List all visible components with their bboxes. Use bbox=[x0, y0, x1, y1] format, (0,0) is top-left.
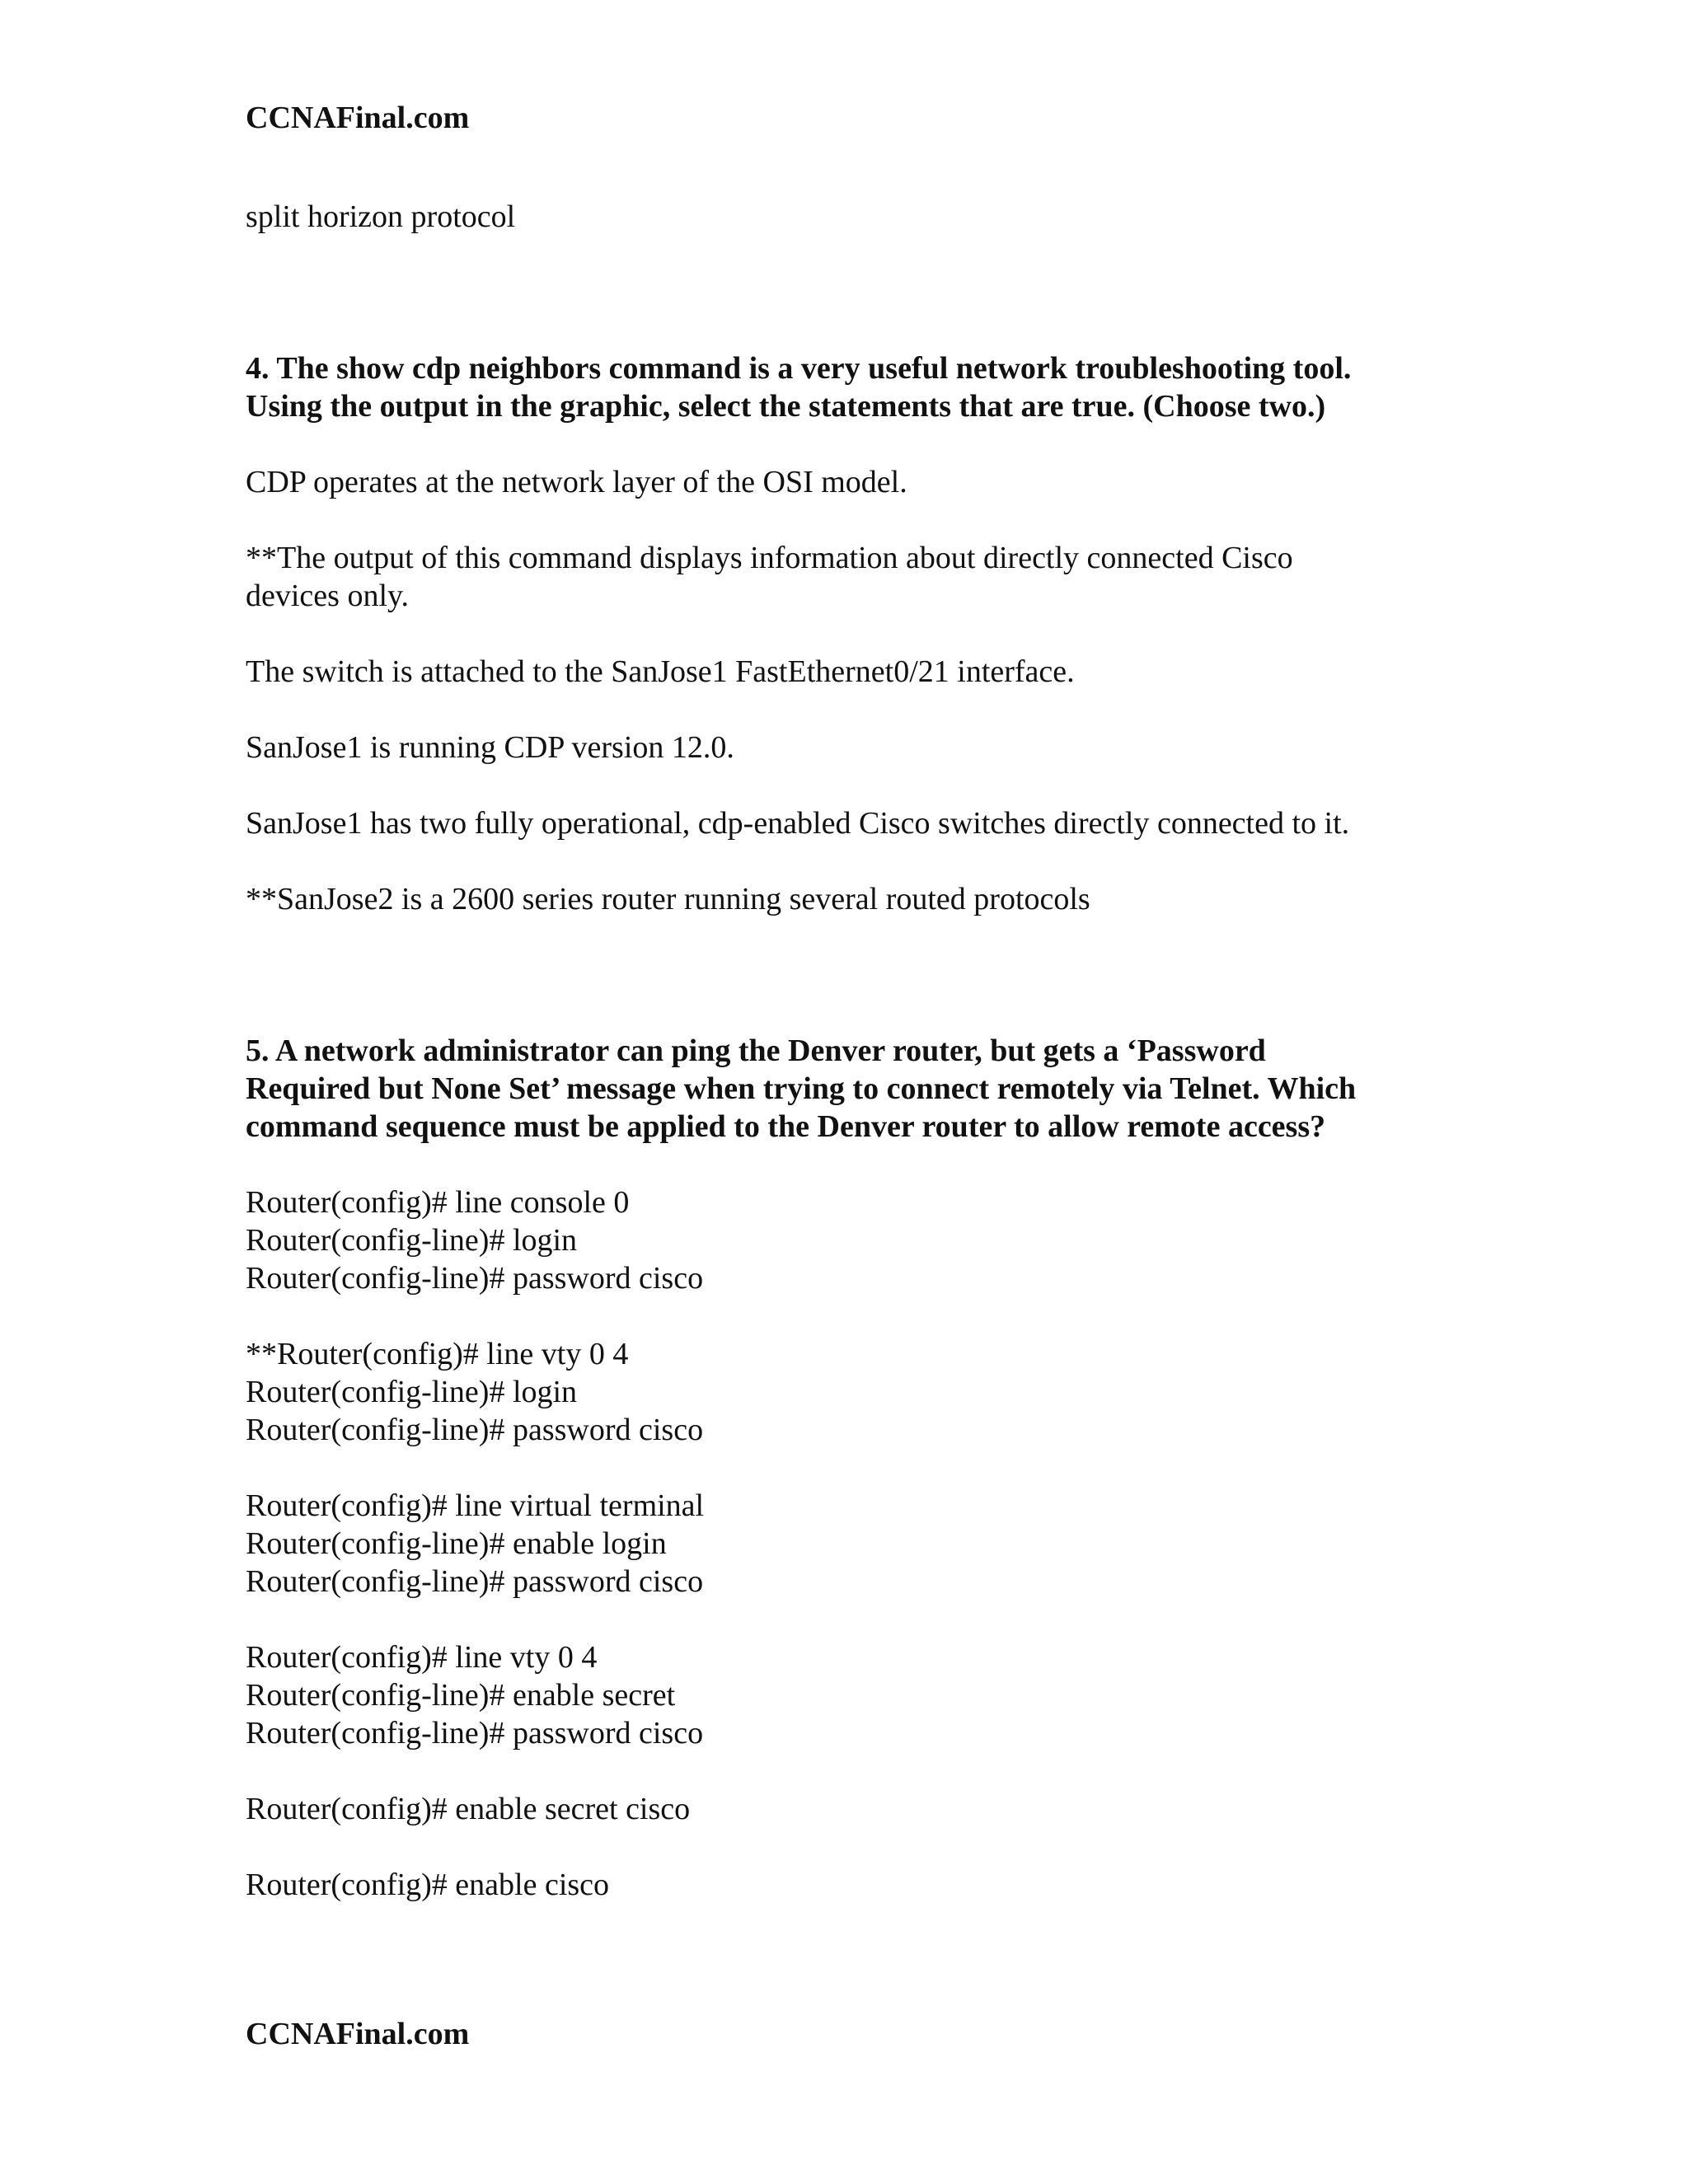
q5-option-a-line: Router(config)# line console 0 bbox=[246, 1185, 630, 1220]
question-4-line-1: 4. The show cdp neighbors command is a very useful network troubleshooting tool. bbox=[246, 351, 1352, 386]
q4-option: The switch is attached to the SanJose1 FastEthernet0/21 interface. bbox=[246, 654, 1075, 689]
question-5-line-3: command sequence must be applied to the Denver router to allow remote access? bbox=[246, 1109, 1326, 1144]
q5-option-d-line: Router(config)# line vty 0 4 bbox=[246, 1640, 598, 1675]
page-footer: CCNAFinal.com bbox=[246, 2017, 470, 2051]
q5-option-e: Router(config)# enable secret cisco bbox=[246, 1792, 691, 1826]
q5-option-c-line: Router(config-line)# password cisco bbox=[246, 1564, 704, 1599]
question-5-line-2: Required but None Set’ message when trying to connect remotely via Telnet. Which bbox=[246, 1071, 1357, 1106]
q5-option-c-line: Router(config-line)# enable login bbox=[246, 1526, 667, 1561]
q5-option-a-line: Router(config-line)# login bbox=[246, 1223, 578, 1258]
q4-option: **SanJose2 is a 2600 series router running several routed protocols bbox=[246, 882, 1090, 916]
previous-answer-option: split horizon protocol bbox=[246, 199, 516, 234]
q5-option-b-line: Router(config-line)# password cisco bbox=[246, 1413, 704, 1447]
page-header: CCNAFinal.com bbox=[246, 101, 470, 135]
q4-option: SanJose1 is running CDP version 12.0. bbox=[246, 730, 734, 765]
q5-option-b-line: Router(config-line)# login bbox=[246, 1375, 578, 1409]
q5-option-d-line: Router(config-line)# password cisco bbox=[246, 1716, 704, 1750]
q5-option-f: Router(config)# enable cisco bbox=[246, 1868, 610, 1902]
q5-option-c-line: Router(config)# line virtual terminal bbox=[246, 1488, 705, 1523]
q4-option: CDP operates at the network layer of the OSI model. bbox=[246, 465, 907, 499]
q5-option-a-line: Router(config-line)# password cisco bbox=[246, 1261, 704, 1296]
q5-option-b-line: **Router(config)# line vty 0 4 bbox=[246, 1337, 629, 1371]
question-5-line-1: 5. A network administrator can ping the Denver router, but gets a ‘Password bbox=[246, 1033, 1266, 1068]
q4-option: **The output of this command displays information about directly connected Cisco bbox=[246, 541, 1293, 575]
question-4-line-2: Using the output in the graphic, select the statements that are true. (Choose two.) bbox=[246, 389, 1326, 424]
q4-option-continued: devices only. bbox=[246, 579, 410, 613]
q5-option-d-line: Router(config-line)# enable secret bbox=[246, 1678, 676, 1713]
q4-option: SanJose1 has two fully operational, cdp-enabled Cisco switches directly connected to it. bbox=[246, 806, 1350, 841]
